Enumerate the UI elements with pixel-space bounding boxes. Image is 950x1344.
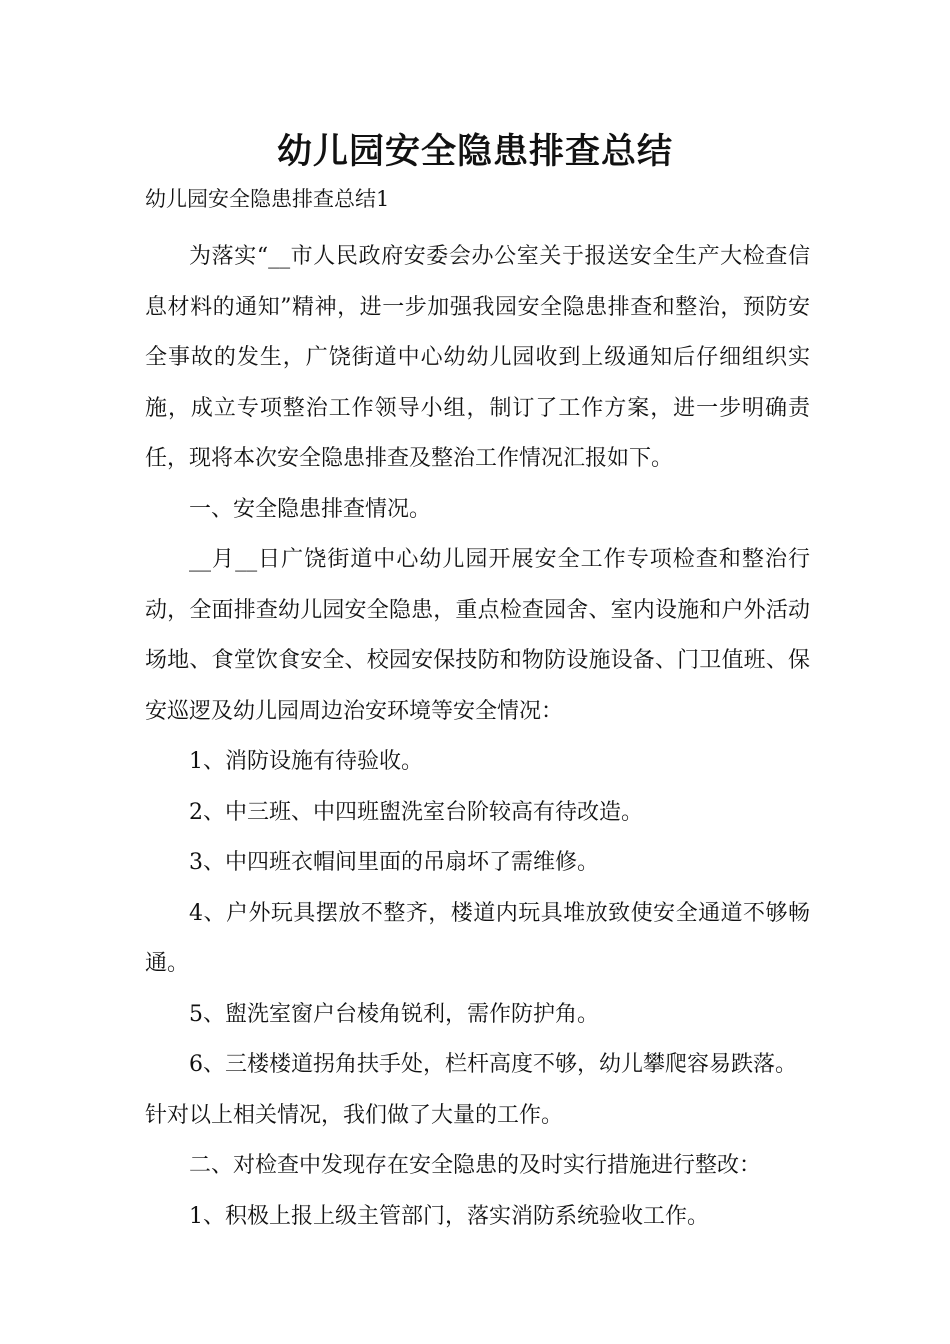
section-heading-2: 二、对检查中发现存在安全隐患的及时实行措施进行整改： [189, 1153, 762, 1178]
section-heading-1: 一、安全隐患排查情况。 [189, 496, 432, 522]
document-subtitle: 幼儿园安全隐患排查总结1 [145, 187, 390, 211]
list-item: 1、积极上报上级主管部门，落实消防系统验收工作。 [189, 1203, 709, 1229]
list-item: 1、消防设施有待验收。 [189, 749, 423, 774]
document-title: 幼儿园安全隐患排查总结 [276, 132, 673, 172]
list-item: 3、中四班衣帽间里面的吊扇坏了需维修。 [189, 850, 599, 875]
list-item: 5、盥洗室窗户台棱角锐利，需作防护角。 [189, 1001, 599, 1027]
paragraph-inspection: __月__日广饶街道中心幼儿园开展安全工作专项检查和整治行动，全面排查幼儿园安全隐患，重点检查园舍、室内设施和户外活动场地、食堂饮食安全、校园安保技防和物防设施设备、门卫值班、保安巡逻及幼儿园周边治安环境等安全情况： [145, 547, 810, 724]
list-item: 4、户外玩具摆放不整齐，楼道内玩具堆放致使安全通道不够畅通。 [145, 900, 810, 976]
document-body [145, 232, 810, 1242]
list-item: 6、三楼楼道拐角扶手处，栏杆高度不够，幼儿攀爬容易跌落。 [189, 1052, 797, 1077]
paragraph-summary: 针对以上相关情况，我们做了大量的工作。 [145, 1102, 564, 1128]
paragraph-intro: 为落实“__市人民政府安委会办公室关于报送安全生产大检查信息材料的通知”精神，进一步加强我园安全隐患排查和整治，预防安全事故的发生，广饶街道中心幼幼儿园收到上级通知后仔细组织实施，成立专项整治工作领导小组，制订了工作方案，进一步明确责任，现将本次安全隐患排查及整治工作情况汇报如下。 [145, 244, 810, 471]
list-item: 2、中三班、中四班盥洗室台阶较高有待改造。 [189, 799, 643, 825]
